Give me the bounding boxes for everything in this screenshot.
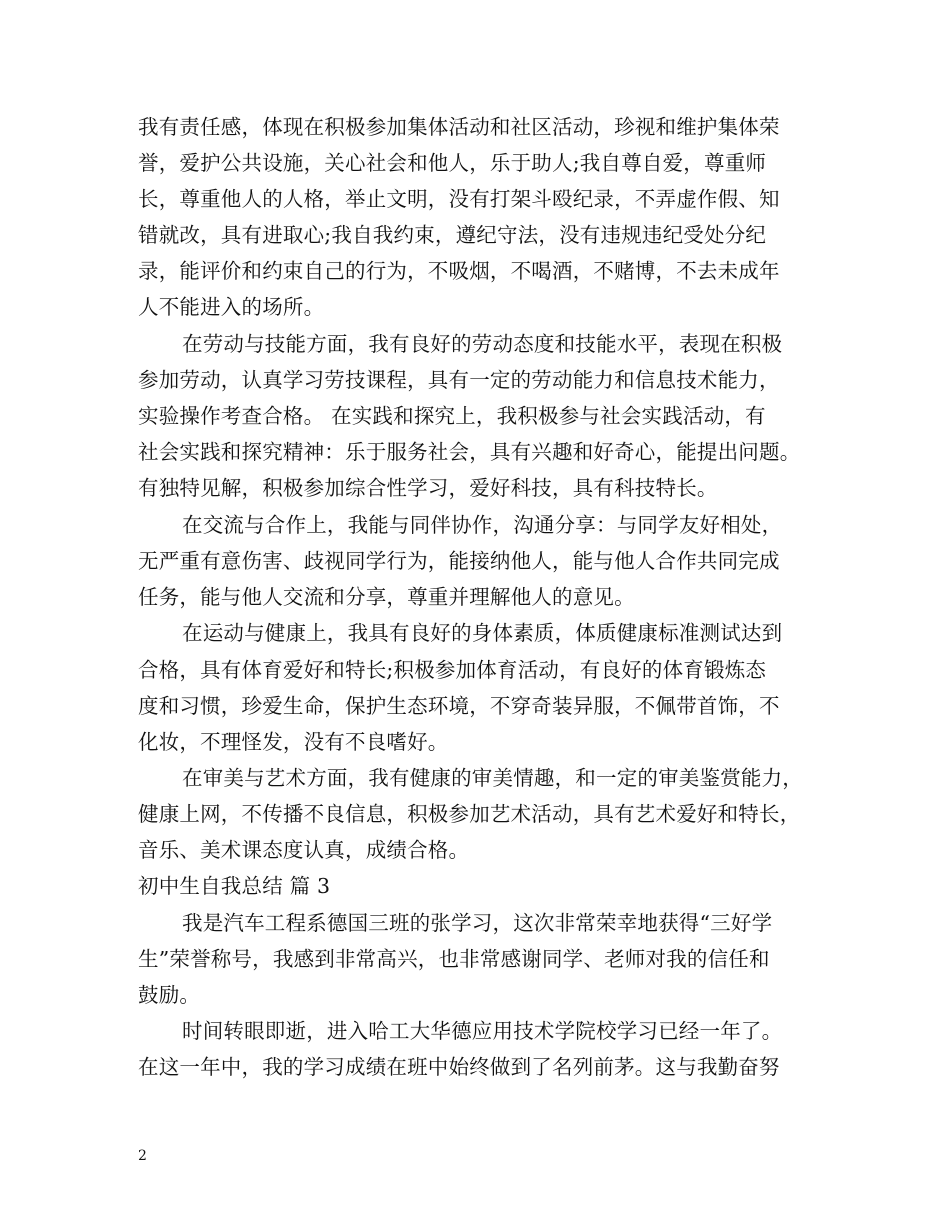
section-heading: 初中生自我总结 篇 3 bbox=[138, 874, 331, 898]
text-line: 合格，具有体育爱好和特长;积极参加体育活动，有良好的体育锻炼态 bbox=[138, 658, 767, 682]
text-line: 错就改，具有进取心;我自我约束，遵纪守法，没有违规违纪受处分纪 bbox=[138, 223, 767, 247]
text-line: 誉，爱护公共设施，关心社会和他人，乐于助人;我自尊自爱，尊重师 bbox=[138, 151, 767, 175]
text-line: 长，尊重他人的人格，举止文明，没有打架斗殴纪录，不弄虚作假、知 bbox=[138, 187, 780, 211]
text-line: 生”荣誉称号，我感到非常高兴，也非常感谢同学、老师对我的信任和 bbox=[138, 947, 770, 971]
text-line: 社会实践和探究精神：乐于服务社会，具有兴趣和好奇心，能提出问题。 bbox=[138, 440, 801, 464]
text-line: 实验操作考查合格。 在实践和探究上，我积极参与社会实践活动，有 bbox=[138, 404, 766, 428]
text-line: 人不能进入的场所。 bbox=[138, 295, 325, 319]
text-line: 录，能评价和约束自己的行为，不吸烟，不喝酒，不赌博，不去未成年 bbox=[138, 259, 780, 283]
text-line: 鼓励。 bbox=[138, 983, 201, 1007]
text-line: 参加劳动，认真学习劳技课程，具有一定的劳动能力和信息技术能力， bbox=[138, 368, 780, 392]
text-line: 在这一年中，我的学习成绩在班中始终做到了名列前茅。这与我勤奋努 bbox=[138, 1055, 780, 1079]
paragraph-start-line: 我是汽车工程系德国三班的张学习，这次非常荣幸地获得“三好学 bbox=[182, 911, 773, 935]
text-line: 音乐、美术课态度认真，成绩合格。 bbox=[138, 838, 470, 862]
paragraph-start-line: 在交流与合作上，我能与同伴协作，沟通分享：与同学友好相处， bbox=[182, 513, 783, 537]
text-line: 无严重有意伤害、歧视同学行为，能接纳他人，能与他人合作共同完成 bbox=[138, 549, 780, 573]
text-line: 任务，能与他人交流和分享，尊重并理解他人的意见。 bbox=[138, 585, 635, 609]
paragraph-start-line: 在审美与艺术方面，我有健康的审美情趣，和一定的审美鉴赏能力， bbox=[182, 766, 803, 790]
text-line: 有独特见解，积极参加综合性学习，爱好科技，具有科技特长。 bbox=[138, 476, 718, 500]
paragraph-start-line: 在劳动与技能方面，我有良好的劳动态度和技能水平，表现在积极 bbox=[182, 332, 783, 356]
page-number: 2 bbox=[138, 1148, 147, 1164]
paragraph-start-line: 在运动与健康上，我具有良好的身体素质，体质健康标准测试达到 bbox=[182, 621, 783, 645]
text-line: 化妆，不理怪发，没有不良嗜好。 bbox=[138, 730, 449, 754]
text-line: 我有责任感，体现在积极参加集体活动和社区活动，珍视和维护集体荣 bbox=[138, 115, 780, 139]
text-line: 健康上网，不传播不良信息，积极参加艺术活动，具有艺术爱好和特长， bbox=[138, 802, 801, 826]
text-line: 度和习惯，珍爱生命，保护生态环境，不穿奇装异服，不佩带首饰，不 bbox=[138, 694, 780, 718]
paragraph-start-line: 时间转眼即逝，进入哈工大华德应用技术学院校学习已经一年了。 bbox=[182, 1019, 783, 1043]
